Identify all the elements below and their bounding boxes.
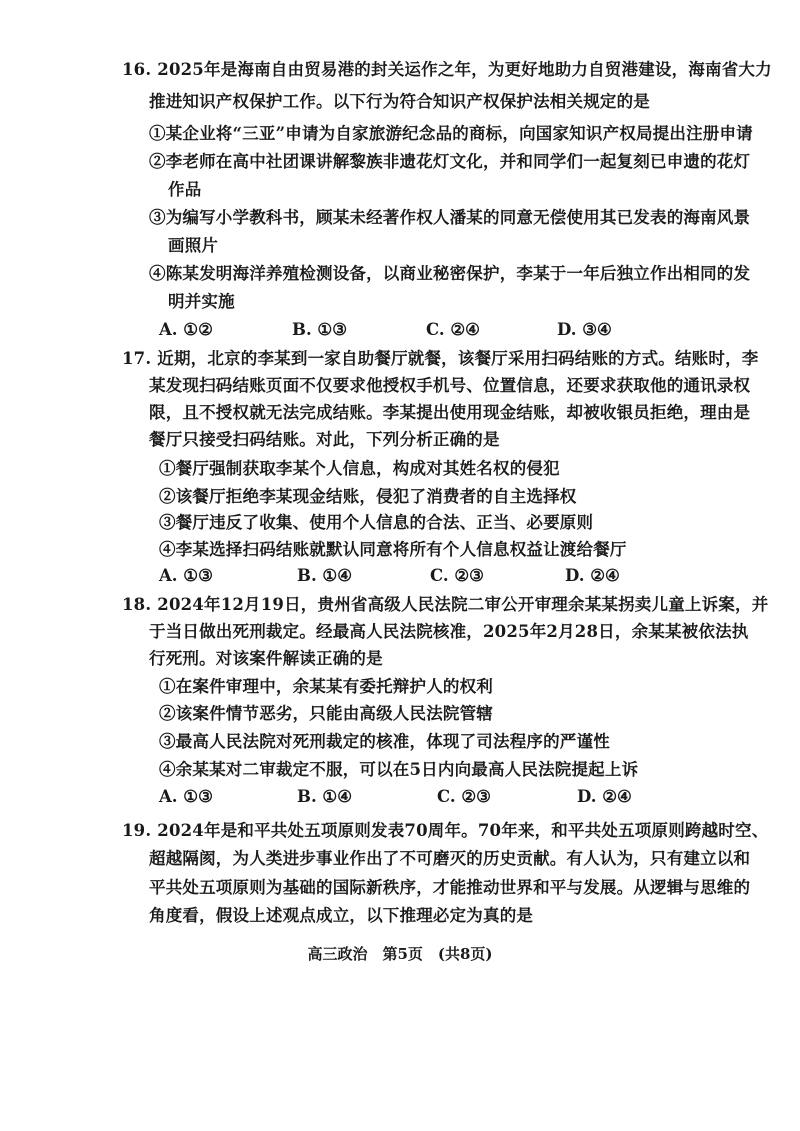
question-19-stem-line-1 — [122, 820, 768, 842]
question-18-statement-4: ④余某某对二审裁定不服，可以在5日内向最高人民法院提起上诉 — [159, 760, 639, 779]
page-footer: 高三政治 第5页 (共8页) — [307, 945, 493, 963]
option-a[interactable]: A. ①③ — [159, 566, 213, 585]
question-16-statement-2-cont: 作品 — [168, 180, 202, 199]
question-16-stem-line-1 — [122, 59, 772, 81]
question-17-options — [0, 565, 800, 587]
question-17-number: 17. — [122, 349, 152, 368]
option-d[interactable]: D. ②④ — [565, 566, 620, 585]
question-16-statement-2: ②李老师在高中社团课讲解黎族非遗花灯文化，并和同学们一起复刻已申遗的花灯 — [149, 152, 751, 171]
option-d[interactable]: D. ③④ — [557, 320, 612, 339]
question-18-number: 18. — [122, 595, 152, 614]
question-16-statement-3: ③为编写小学教科书，顾某未经著作权人潘某的同意无偿使用其已发表的海南风景 — [149, 208, 751, 227]
question-19-stem-line-3: 平共处五项原则为基础的国际新秩序，才能推动世界和平与发展。从逻辑与思维的 — [149, 878, 751, 897]
question-16-statement-4-cont: 明并实施 — [168, 292, 235, 311]
question-19-stem-line-4: 角度看，假设上述观点成立，以下推理必定为真的是 — [149, 906, 534, 925]
option-a[interactable]: A. ①③ — [159, 787, 213, 806]
question-16-options — [0, 319, 800, 341]
option-c[interactable]: C. ②③ — [430, 566, 484, 585]
question-17-stem-line-1 — [122, 348, 758, 370]
question-17-stem-line-3: 限，且不授权就无法完成结账。李某提出使用现金结账，却被收银员拒绝，理由是 — [149, 403, 751, 422]
question-18-stem-line-3: 行死刑。对该案件解读正确的是 — [149, 649, 383, 668]
question-17-statement-3: ③餐厅违反了收集、使用个人信息的合法、正当、必要原则 — [159, 513, 594, 532]
question-17-statement-2: ②该餐厅拒绝李某现金结账，侵犯了消费者的自主选择权 — [159, 487, 577, 506]
option-c[interactable]: C. ②④ — [426, 320, 480, 339]
question-17-stem-line-4: 餐厅只接受扫码结账。对此，下列分析正确的是 — [149, 430, 500, 449]
question-19-number: 19. — [122, 821, 152, 840]
question-16-stem-line-2: 推进知识产权保护工作。以下行为符合知识产权保护法相关规定的是 — [149, 92, 650, 111]
option-b[interactable]: B. ①④ — [297, 566, 353, 585]
question-18-stem-line-1 — [122, 594, 768, 616]
question-16-statement-4: ④陈某发明海洋养殖检测设备，以商业秘密保护，李某于一年后独立作出相同的发 — [149, 264, 751, 283]
question-19-stem-line-2: 超越隔阂，为人类进步事业作出了不可磨灭的历史贡献。有人认为，只有建立以和 — [149, 849, 751, 868]
question-16-statement-3-cont: 画照片 — [168, 236, 219, 255]
question-19-stem-text-1: 2024年是和平共处五项原则发表70周年。70年来，和平共处五项原则跨越时空、 — [157, 821, 769, 840]
question-16-number: 16. — [122, 60, 152, 79]
question-18-statement-1: ①在案件审理中，余某某有委托辩护人的权利 — [159, 677, 493, 696]
question-17-stem-line-2: 某发现扫码结账页面不仅要求他授权手机号、位置信息，还要求获取他的通讯录权 — [149, 376, 751, 395]
question-18-stem-text-1: 2024年12月19日，贵州省高级人民法院二审公开审理余某某拐卖儿童上诉案，并 — [157, 595, 769, 614]
question-16-statement-1: ①某企业将“三亚”申请为自家旅游纪念品的商标，向国家知识产权局提出注册申请 — [149, 124, 753, 143]
question-18-stem-line-2: 于当日做出死刑裁定。经最高人民法院核准，2025年2月28日，余某某被依法执 — [149, 622, 749, 641]
question-18-statement-2: ②该案件情节恶劣，只能由高级人民法院管辖 — [159, 704, 493, 723]
option-a[interactable]: A. ①② — [159, 320, 213, 339]
question-16-stem-text-1: 2025年是海南自由贸易港的封关运作之年，为更好地助力自贸港建设，海南省大力 — [157, 60, 772, 79]
question-18-statement-3: ③最高人民法院对死刑裁定的核准，体现了司法程序的严谨性 — [159, 732, 610, 751]
option-d[interactable]: D. ②④ — [577, 787, 632, 806]
question-18-options — [0, 786, 800, 808]
question-17-statement-1: ①餐厅强制获取李某个人信息，构成对其姓名权的侵犯 — [159, 459, 560, 478]
option-b[interactable]: B. ①③ — [292, 320, 348, 339]
question-17-statement-4: ④李某选择扫码结账就默认同意将所有个人信息权益让渡给餐厅 — [159, 540, 627, 559]
question-17-stem-text-1: 近期，北京的李某到一家自助餐厅就餐，该餐厅采用扫码结账的方式。结账时，李 — [157, 349, 759, 368]
option-c[interactable]: C. ②③ — [437, 787, 491, 806]
option-b[interactable]: B. ①④ — [297, 787, 353, 806]
